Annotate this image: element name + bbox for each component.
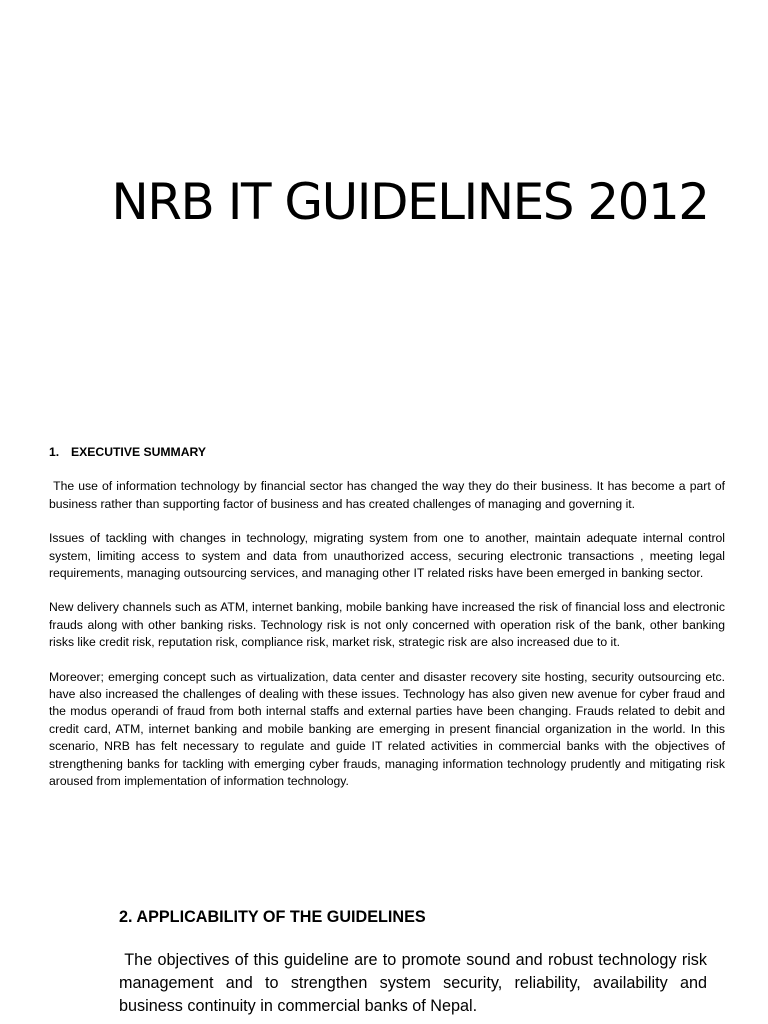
applicability-section xyxy=(119,908,712,1018)
paragraph: The objectives of this guideline are to promote sound and robust technology risk management and to strengthen system security, reliability, availability and business continuity in commercial banks of Nepal. xyxy=(119,951,712,1015)
section-heading: 2. APPLICABILITY OF THE GUIDELINES xyxy=(119,908,426,926)
section-heading xyxy=(49,444,725,461)
paragraph: Issues of tackling with changes in technology, migrating system from one to another, maintain adequate internal control system, limiting access to system and data from unauthorized access, securing electronic transactions , meeting legal requirements, managing outsourcing services, and managing other IT related risks have been emerged in banking sector. xyxy=(49,531,725,581)
executive-summary-section xyxy=(49,444,729,808)
paragraph: New delivery channels such as ATM, internet banking, mobile banking have increased the risk of financial loss and electronic frauds along with other banking risks. Technology risk is not only concerned with operation risk of the bank, other banking risks like credit risk, reputation risk, compliance risk, market risk, strategic risk are also increased due to it. xyxy=(49,600,725,650)
section-heading-text: EXECUTIVE SUMMARY xyxy=(71,445,206,459)
paragraph: The use of information technology by financial sector has changed the way they do their business. It has become a part of business rather than supporting factor of business and has created challenges of managing and governing it. xyxy=(49,479,729,511)
document-title: NRB IT GUIDELINES 2012 xyxy=(111,173,709,231)
section-number: 1. xyxy=(49,445,60,459)
paragraph: Moreover; emerging concept such as virtualization, data center and disaster recovery site hosting, security outsourcing etc. have also increased the challenges of dealing with these issues. Technology has also given new avenue for cyber fraud and the modus operandi of fraud from both internal staffs and external parties have been changing. Frauds related to debit and credit card, ATM, internet banking and mobile banking are emerging in present financial organization in the world. In this scenario, NRB has felt necessary to regulate and guide IT related activities in commercial banks with the objectives of strengthening banks for tackling with emerging cyber frauds, managing information technology prudently and mitigating risk aroused from implementation of information technology. xyxy=(49,669,725,789)
